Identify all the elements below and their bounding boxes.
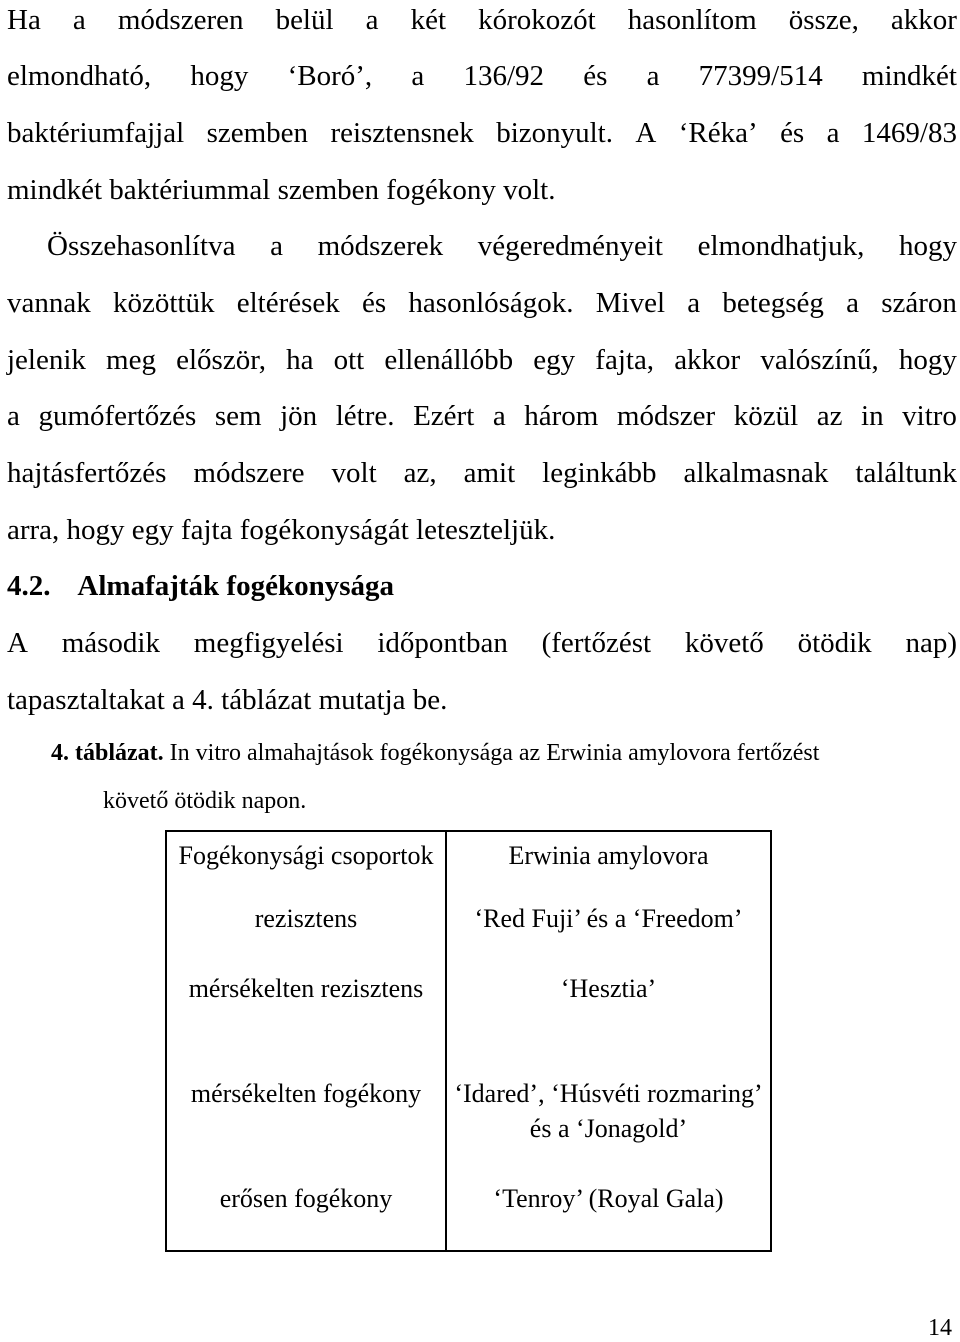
table-caption bbox=[51, 737, 819, 769]
table-caption-text: In vitro almahajtások fogékonysága az Erwinia amylovora fertőzést bbox=[169, 740, 820, 766]
paragraph-line: Ha a módszeren belül a két kórokozót hasonlítom össze, akkor bbox=[7, 4, 957, 36]
table-row bbox=[166, 901, 771, 971]
table-cell: ‘Tenroy’ (Royal Gala) bbox=[493, 1184, 724, 1213]
table-header-cell: Fogékonysági csoportok bbox=[166, 831, 446, 901]
table-caption-continued: követő ötödik napon. bbox=[103, 788, 307, 814]
susceptibility-table bbox=[165, 830, 772, 1252]
table-cell: mérsékelten fogékony bbox=[166, 1076, 446, 1181]
table-cell: mérsékelten rezisztens bbox=[166, 971, 446, 1076]
section-heading bbox=[7, 566, 957, 606]
section-text-line: A második megfigyelési időpontban (fertőzést követő ötödik nap) bbox=[7, 627, 957, 659]
paragraph-line: Összehasonlítva a módszerek végeredményeit elmondhatjuk, hogy bbox=[47, 230, 957, 262]
table-header-row bbox=[166, 831, 771, 901]
section-number: 4.2. bbox=[7, 570, 51, 602]
table-row bbox=[166, 1181, 771, 1251]
paragraph-line: a gumófertőzés sem jön létre. Ezért a három módszer közül az in vitro bbox=[7, 400, 957, 432]
paragraph-line: hajtásfertőzés módszere volt az, amit leginkább alkalmasnak találtunk bbox=[7, 457, 957, 489]
section-text-line: tapasztaltakat a 4. táblázat mutatja be. bbox=[7, 684, 448, 716]
table-cell: ‘Hesztia’ bbox=[560, 974, 657, 1003]
section-title: Almafajták fogékonysága bbox=[77, 570, 394, 602]
table-cell: ‘Idared’, ‘Húsvéti rozmaring’ és a ‘Jonagold’ bbox=[454, 1079, 763, 1143]
table-cell: rezisztens bbox=[166, 901, 446, 971]
paragraph-line: jelenik meg először, ha ott ellenállóbb egy fajta, akkor valószínű, hogy bbox=[7, 344, 957, 376]
table-row bbox=[166, 1076, 771, 1181]
paragraph-line: baktériumfajjal szemben reisztensnek bizonyult. A ‘Réka’ és a 1469/83 bbox=[7, 117, 957, 149]
paragraph-line: elmondható, hogy ‘Boró’, a 136/92 és a 77399/514 mindkét bbox=[7, 60, 957, 92]
table-cell: ‘Red Fuji’ és a ‘Freedom’ bbox=[474, 904, 743, 933]
paragraph-line: arra, hogy egy fajta fogékonyságát leteszteljük. bbox=[7, 514, 556, 546]
table-row bbox=[166, 971, 771, 1076]
table-cell: erősen fogékony bbox=[166, 1181, 446, 1251]
paragraph-line: vannak közöttük eltérések és hasonlóságok. Mivel a betegség a száron bbox=[7, 287, 957, 319]
table-header-cell: Erwinia amylovora bbox=[508, 841, 709, 870]
page-number: 14 bbox=[928, 1315, 952, 1341]
table-caption-label: 4. táblázat. bbox=[51, 740, 164, 766]
paragraph-line: mindkét baktériummal szemben fogékony volt. bbox=[7, 174, 556, 206]
